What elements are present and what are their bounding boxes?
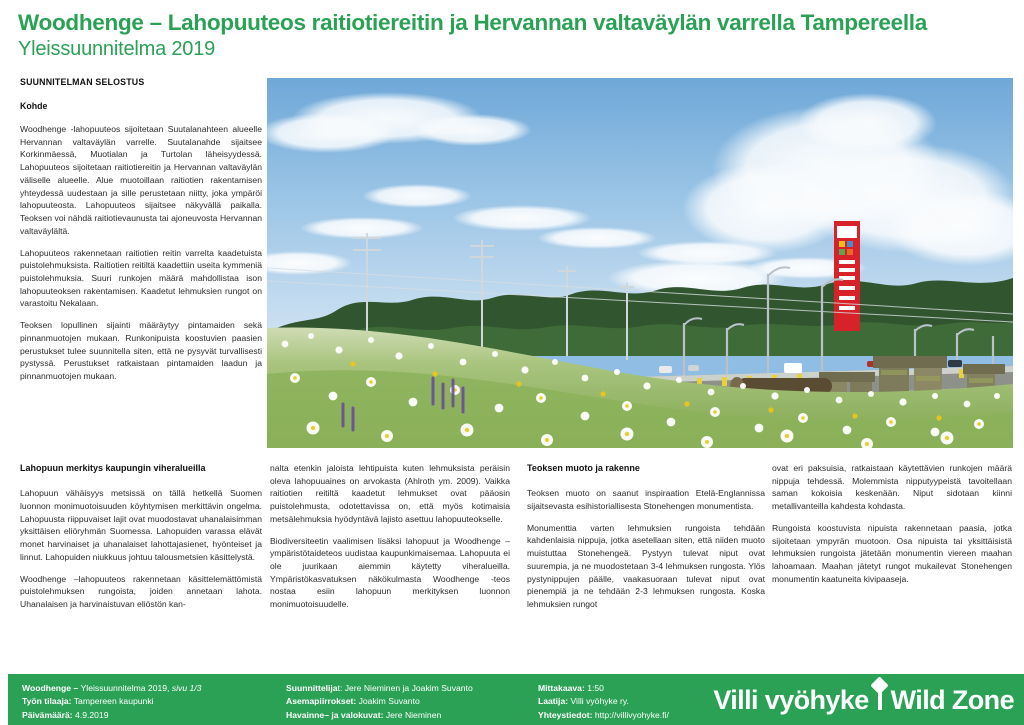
column-artwork-form: [527, 462, 765, 620]
footer-value: t: Jere Nieminen ja Joakim Suvanto: [337, 683, 473, 693]
footer-line: [286, 695, 473, 708]
footer-value: 1:50: [584, 683, 604, 693]
footer-value: Jere Nieminen: [383, 709, 442, 720]
paragraph: nalta etenkin jaloista lehtipuista kuten lehmuksista peräisin oleva lahopuuaines on arvokasta (Ahlroth ym. 2009). Vaikka raitiotien reitiltä kaadetut lehmukset ovat pääosin puistolehmusta, odotettavissa on, että myös kotimaisia metsälehmuksia hyödyntävä lajisto asettuu lahopuuteokselle.: [270, 463, 510, 524]
footer-line: [286, 709, 473, 722]
column-deadwood-significance-cont: [270, 462, 510, 620]
paragraph: Lahopuuteos rakennetaan raitiotien reitin varrelta kaadetuista puistolehmuksista. Raitiotien reitiltä kaadettiin useita kymmeniä puistolehmuksia. Suuri runkojen määrä mahdollistaa ison lahopuuteoksen rakentamisen. Kaadetut lehmuksien rungot on varastoitu Nekalaan.: [20, 247, 262, 309]
footer-line: [22, 695, 201, 708]
footer-value: 4.9.2019: [72, 709, 109, 720]
footer-label: Asemapiirrokset:: [286, 696, 357, 707]
footer-label: Yhteystiedot:: [538, 709, 593, 720]
page-subtitle: Yleissuunnitelma 2019: [18, 37, 216, 60]
footer-contact-link[interactable]: http://villivyohyke.fi/: [592, 709, 669, 720]
footer-block-meta: [538, 682, 669, 722]
hero-photo-illustration: [267, 78, 1013, 448]
footer-value: Villi vyöhyke ry.: [568, 696, 629, 707]
footer-line: [538, 682, 669, 695]
paragraph: Monumenttia varten lehmuksien rungoista tehdään kahdenlaisia nippuja, jotka asetellaan siten, että niiden muoto muistuttaa Stonehengeä. Pystyyn tulevat niput ovat suurempia, ja ne muodostetaan 3-4 lehmuksen rungosta. Ylös pystynippujen päälle, vaakasuoraan tulevat niput ovat pienempiä ja ne tehdään 2-3 lehmuksen rungosta. Koska lehmuksien rungot: [527, 522, 765, 610]
paragraph: Biodiversiteetin vaalimisen lisäksi lahopuut ja Woodhenge –ympäristötaideteos uudistaa kaupunkimaisemaa. Lahopuuta ei ole juurikaan aiemmin käytetty viheralueilla. Ympäristökasvatuksen näkökulmasta Woodhenge -teos nostaa esiin lahopuun merkityksen luonnon monimuotoisuudelle.: [270, 535, 510, 610]
paragraph: Woodhenge –lahopuuteos rakennetaan käsittelemättömistä puistolehmuksen rungoista, joiden annetaan lahota. Uhanalaisen ja harvinaistuvan eliöstön kan-: [20, 573, 262, 610]
logo-text-right: Wild Zone: [890, 684, 1014, 715]
column-subheading-kohde: Kohde: [20, 101, 48, 112]
paragraph: Woodhenge -lahopuuteos sijoitetaan Suutalanahteen alueelle Hervannan valtaväylän varrelle. Suutalanahde sijaitsee Korkinmäessä, Muotialan ja Turtolan läheisyydessä. Lahopuuteos sijoitetaan raitiotiereitin ja Hervannan valtaväylän väliselle alueelle. Alue muotoillaan raitiotien rakentamisen yhteydessä uudestaan ja sille perustetaan niitty, joka ympäröi lahopuuteosta. Lahopuuteos sijaitsee näkyvällä paikalla. Teoksen voi nähdä raitiotievaunusta tai ajoneuvosta Hervannan valtaväylältä.: [20, 124, 262, 236]
column-deadwood-significance: [20, 462, 262, 620]
column-kicker: SUUNNITELMAN SELOSTUS: [20, 77, 145, 87]
footer-line: [22, 709, 201, 722]
page-footer: [8, 674, 1024, 725]
paragraph: ovat eri paksuisia, ratkaistaan käytettävien runkojen määrä nippuja tehdessä. Molemmista nipputyypeistä tavoitellaan saman kokoisia keskenään. Niput sidotaan kiinni metallivanteilla kahdesta kohdasta.: [772, 463, 1012, 512]
paragraph: Rungoista koostuvista nipuista rakennetaan paasia, jotka sijoitetaan ympyrän muotoon. Osa nipuista tai yksittäisistä lehmuksien rungoista jätetään monumentin viereen maahan lahoamaan. Maahan jätetyt rungot mukailevat Stonehengen monumentin kaatuneita kivipaaseja.: [772, 522, 1012, 584]
paragraph: Lahopuun vähäisyys metsissä on tällä hetkellä Suomen luonnon monimuotoisuuden köyhtymisen merkittävin ongelma. Lahopuusta riippuvaiset lajit ovat muodostavat uhanalaisimman yksittäisen eliöryhmän Suomessa. Lahopuiden varassa elävät monet harvinaiset ja uhanalaiset lahottajasienet, hyönteiset ja linnut. Lahopuiden niukkuus johtuu talousmetsien käsittelystä.: [20, 488, 262, 562]
footer-line: [286, 682, 473, 695]
footer-label: Woodhenge –: [22, 683, 81, 693]
logo-text-left: Villi vyöhyke: [713, 684, 869, 715]
footer-label: Havainne– ja valokuvat:: [286, 709, 384, 720]
hero-photo: [267, 78, 1013, 448]
paragraph: Teoksen lopullinen sijainti määräytyy pintamaiden sekä pinnanmuotojen mukaan. Runkonipuista koostuvien paasien perustukset tulee suunnitella siten, että ne pysyvät turvallisesti pystyssä. Perustukset ratkaistaan pintamaiden laadun ja pinnanmuotojen mukaan.: [20, 320, 262, 381]
footer-label: Työn tilaaja:: [22, 696, 72, 707]
section-heading-deadwood: Lahopuun merkitys kaupungin viheralueilla: [20, 463, 206, 473]
footer-label: Mittakaava:: [538, 683, 585, 693]
page-header: [18, 10, 1008, 61]
column-artwork-form-cont: [772, 462, 1012, 594]
paragraph: Teoksen muoto on saanut inspiraation Etelä-Englannissa sijaitsevasta esihistoriallisesta Stonehengen monumentista.: [527, 488, 765, 512]
diamond-pin-icon: [870, 685, 890, 715]
organization-logo: [713, 678, 1014, 722]
footer-label: Suunnittelija: [286, 683, 338, 693]
footer-value: Joakim Suvanto: [356, 696, 420, 707]
footer-line: [538, 695, 669, 708]
footer-block-credits: [286, 682, 473, 722]
footer-page-number: sivu 1/3: [171, 683, 202, 693]
footer-value: Yleissuunnitelma 2019,: [80, 683, 172, 693]
page-title: Woodhenge – Lahopuuteos raitiotiereitin ja Hervannan valtaväylän varrella Tampereella: [18, 10, 927, 35]
footer-value: Tampereen kaupunki: [71, 696, 154, 707]
column-plan-description: [20, 76, 262, 392]
advertising-tower: [834, 221, 860, 331]
section-heading-artwork-form: Teoksen muoto ja rakenne: [527, 463, 640, 473]
footer-label: Laatija:: [538, 696, 569, 707]
footer-block-project: [22, 682, 201, 722]
footer-line: [538, 709, 669, 722]
footer-line: [22, 682, 201, 695]
footer-label: Päivämäärä:: [22, 709, 73, 720]
